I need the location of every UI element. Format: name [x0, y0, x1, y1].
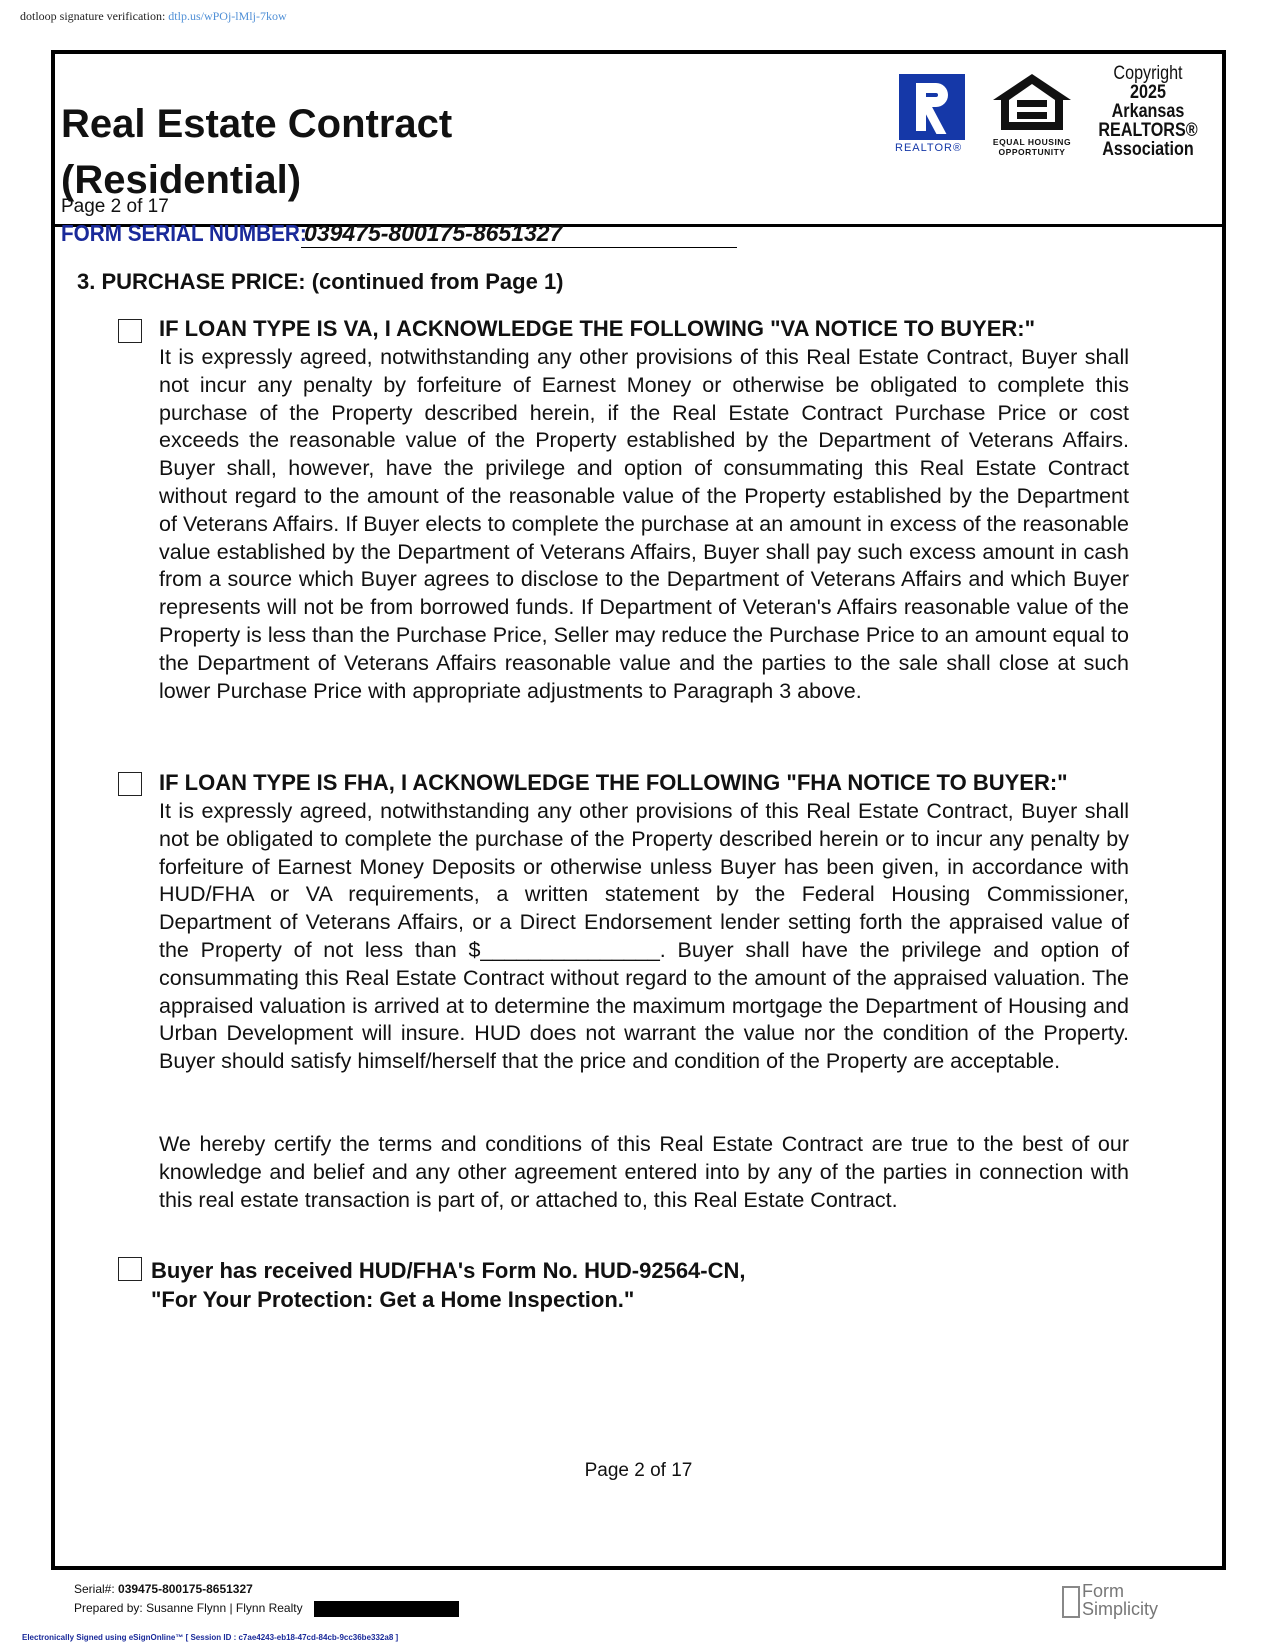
document-icon [1062, 1586, 1080, 1618]
hud-form-line-1: Buyer has received HUD/FHA's Form No. HUD-92564-CN, [151, 1258, 746, 1283]
section-heading: 3. PURCHASE PRICE: (continued from Page 1) [77, 269, 564, 294]
title-line-1: Real Estate Contract [61, 102, 453, 146]
hud-form-line-2: "For Your Protection: Get a Home Inspection." [151, 1287, 635, 1312]
form-simplicity-logo [1082, 1582, 1158, 1618]
footer-serial-label: Serial#: [74, 1582, 115, 1596]
fha-certify-text: We hereby certify the terms and conditions of this Real Estate Contract are true to the best of our knowledge and belief and any other agreement entered into by any of the parties in connection with this real estate transaction is part of, or attached to, this Real Estate Contract. [159, 1132, 1129, 1212]
form-header [55, 54, 1222, 227]
form-frame [51, 50, 1226, 1570]
verification-label: dotloop signature verification: [20, 9, 166, 23]
page-number-bottom: Page 2 of 17 [584, 1460, 693, 1481]
page-title [61, 96, 452, 208]
prepared-by-value: Susanne Flynn | Flynn Realty [146, 1601, 303, 1615]
form-serial-row [61, 220, 563, 247]
title-line-2: (Residential) [61, 158, 302, 202]
verification-link[interactable]: dtlp.us/wPOj-lMlj-7kow [168, 9, 287, 23]
realtor-r-icon [899, 74, 965, 140]
footer-serial-value: 039475-800175-8651327 [118, 1582, 253, 1596]
eho-text-1: EQUAL HOUSING [992, 137, 1072, 147]
form-serial-value: 039475-800175-8651327 [301, 220, 737, 248]
copyright-year: 2025 [1130, 82, 1166, 103]
realtor-logo [895, 74, 970, 154]
fha-clause-body: It is expressly agreed, notwithstanding any other provisions of this Real Estate Contract, Buyer shall not be obligated to complete the purchase of the Property described herein or to incur any penalty by forfeiture of Earnest Money Deposits or otherwise unless Buyer has been given, in accordance with HUD/FHA or VA requirements, a written statement by the Federal Housing Commissioner, Department of Veterans Affairs, or a Direct Endorsement lender setting forth the appraised value of the Property of not less than $_______________. Buyer shall have the privilege and option of consummating this Real Estate Contract without regard to the amount of the appraised valuation. The appraised valuation is arrived at to determine the maximum mortgage the Department of Housing and Urban Development will insure. HUD does not warrant the value nor the condition of the Property. Buyer should satisfy himself/herself that the price and condition of the Property are acceptable. [159, 799, 1129, 1074]
copyright-assoc: Association [1102, 139, 1194, 160]
brand-line-2: Simplicity [1082, 1599, 1159, 1619]
equal-housing-logo [987, 70, 1077, 157]
copyright-block [1093, 64, 1204, 159]
equal-housing-house-icon [989, 70, 1075, 132]
realtor-logo-text: REALTOR® [895, 142, 963, 154]
redacted-box [314, 1601, 459, 1617]
copyright-state: Arkansas [1111, 101, 1185, 122]
esign-notice: Electronically Signed using eSignOnline™ [ Session ID : c7ae4243-eb18-47cd-84cb-9cc36be332a8 ] [22, 1633, 399, 1642]
va-clause-body: It is expressly agreed, notwithstanding any other provisions of this Real Estate Contract, Buyer shall not incur any penalty by forfeiture of Earnest Money or otherwise be obligated to complete this purchase of the Property described herein, if the Real Estate Contract Purchase Price or cost exceeds the reasonable value of the Property established by the Department of Veterans Affairs. Buyer shall, however, have the privilege and option of consummating this Real Estate Contract without regard to the amount of the reasonable value of the Property established by the Department of Veterans Affairs. If Buyer elects to complete the purchase at an amount in excess of the reasonable value established by the Department of Veterans Affairs, Buyer shall pay such excess amount in cash from a source which Buyer agrees to disclose to the Department of Veterans Affairs and which Buyer represents will not be from borrowed funds. If Department of Veteran's Affairs reasonable value of the Property is less than the Purchase Price, Seller may reduce the Purchase Price to an amount equal to the Department of Veterans Affairs reasonable value and the parties to the sale shall close at such lower Purchase Price with appropriate adjustments to Paragraph 3 above. [159, 345, 1129, 703]
form-serial-label: FORM SERIAL NUMBER: [61, 220, 307, 246]
va-clause-title: IF LOAN TYPE IS VA, I ACKNOWLEDGE THE FOLLOWING "VA NOTICE TO BUYER:" [159, 316, 1036, 341]
brand-line-1: Form [1082, 1581, 1124, 1601]
copyright-line: Copyright [1113, 63, 1183, 84]
hud-form-statement [151, 1256, 746, 1314]
hud-form-checkbox[interactable] [118, 1257, 142, 1281]
eho-text-2: OPPORTUNITY [998, 147, 1066, 157]
copyright-org: REALTORS® [1098, 120, 1198, 141]
signature-verification [20, 9, 287, 24]
page-number-top: Page 2 of 17 [61, 196, 169, 217]
prepared-info [74, 1580, 459, 1618]
prepared-by-label: Prepared by: [74, 1601, 143, 1615]
fha-clause-title: IF LOAN TYPE IS FHA, I ACKNOWLEDGE THE FOLLOWING "FHA NOTICE TO BUYER:" [159, 770, 1068, 795]
va-checkbox[interactable] [118, 319, 142, 343]
fha-checkbox[interactable] [118, 772, 142, 796]
